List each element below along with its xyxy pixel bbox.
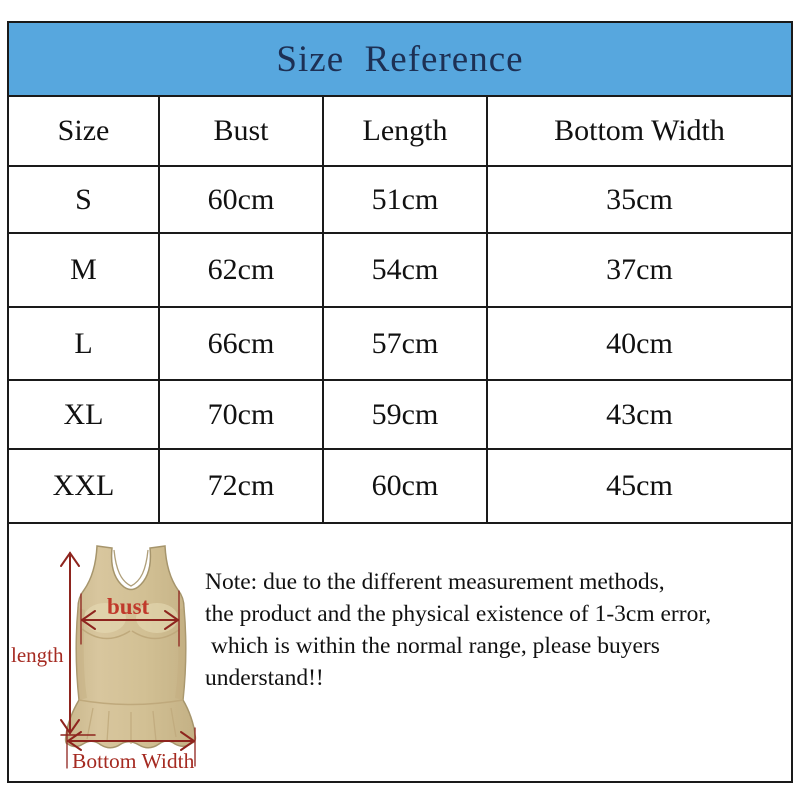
table-title-banner (9, 23, 791, 95)
bust-cell-l: 66cm (158, 306, 322, 379)
size-cell-xl: XL (9, 379, 158, 448)
note-line: understand!! (205, 665, 324, 691)
note-line: the product and the physical existence of 1-3cm error, (205, 601, 712, 627)
length-label: length (11, 643, 64, 667)
length-cell-m: 54cm (322, 232, 486, 306)
bottom-width-cell-m: 37cm (486, 232, 791, 306)
length-cell-xl: 59cm (322, 379, 486, 448)
note-line: which is within the normal range, please buyers (205, 633, 660, 659)
bust-cell-xxl: 72cm (158, 448, 322, 522)
page-title: Size Reference (276, 38, 524, 80)
bust-cell-xl: 70cm (158, 379, 322, 448)
bottom-width-cell-xl: 43cm (486, 379, 791, 448)
length-cell-l: 57cm (322, 306, 486, 379)
note-line: Note: due to the different measurement methods, (205, 569, 665, 595)
size-cell-xxl: XXL (9, 448, 158, 522)
size-cell-m: M (9, 232, 158, 306)
length-cell-xxl: 60cm (322, 448, 486, 522)
measurement-info-section (9, 522, 791, 781)
column-header-size: Size (9, 95, 158, 165)
bottom-width-cell-s: 35cm (486, 165, 791, 232)
bust-cell-m: 62cm (158, 232, 322, 306)
bust-cell-s: 60cm (158, 165, 322, 232)
measurement-note (205, 566, 711, 694)
bottom-width-cell-xxl: 45cm (486, 448, 791, 522)
column-header-length: Length (322, 95, 486, 165)
length-cell-s: 51cm (322, 165, 486, 232)
size-cell-l: L (9, 306, 158, 379)
size-table (7, 21, 793, 783)
bust-label: bust (107, 594, 150, 619)
bottom-width-label: Bottom Width (72, 749, 195, 773)
bottom-width-cell-l: 40cm (486, 306, 791, 379)
size-cell-s: S (9, 165, 158, 232)
column-header-bust: Bust (158, 95, 322, 165)
vest-illustration (66, 546, 196, 748)
column-header-bottom-width: Bottom Width (486, 95, 791, 165)
